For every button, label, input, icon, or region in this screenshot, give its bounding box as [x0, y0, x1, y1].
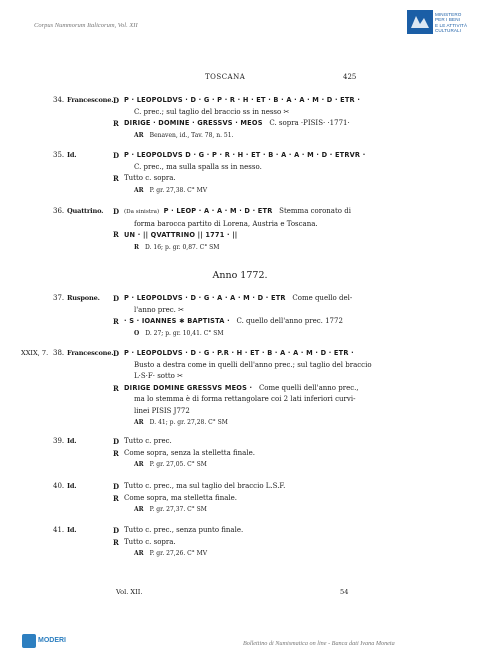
obverse-marker: D: [113, 151, 120, 160]
reverse-legend: UN · || QVATTRINO || 1771 · ||: [124, 231, 238, 239]
entry-meta: AR P. gr. 27,05. C° SM: [134, 461, 207, 468]
year-heading: Anno 1772.: [212, 270, 268, 281]
entry-number: 37.: [53, 294, 65, 302]
ministry-logo-icon: [407, 10, 433, 34]
denomination: Id.: [67, 526, 77, 534]
entry-meta: AR P. gr. 27,37. C° SM: [134, 506, 207, 513]
reverse-legend: · S · IOANNES ✱ BAPTISTA ·: [124, 317, 230, 325]
entry-body: [124, 95, 378, 141]
obverse-marker: D: [113, 437, 120, 446]
volume-footer: Vol. XII.: [116, 588, 143, 596]
running-title: TOSCANA: [205, 73, 246, 81]
denomination: Id.: [67, 151, 77, 159]
reverse-description: Come quelli dell'anno prec.,: [258, 383, 359, 392]
metal-mark: AR: [134, 186, 144, 194]
metal-mark: AR: [134, 506, 144, 513]
reverse-marker: R: [113, 119, 119, 128]
entry-meta: AR P. gr. 27,38. C° MV: [134, 186, 208, 194]
entry-number: 34.: [53, 96, 65, 104]
metal-mark: AR: [134, 461, 144, 468]
moderi-logo-icon: [22, 634, 36, 648]
entry-number: 39.: [53, 437, 65, 445]
obverse-description: C. prec.; sul taglio del braccio ss in nesso ✂: [134, 107, 290, 116]
metal-mark: R: [134, 243, 139, 251]
reverse-description: Tutto c. sopra.: [124, 174, 176, 182]
entry-number: 40.: [53, 482, 65, 490]
entry-meta: O D. 27; p. gr. 10,41. C° SM: [134, 329, 224, 337]
plate-reference: XXIX, 7.: [21, 349, 49, 357]
denomination: Francescone.: [67, 96, 114, 104]
reverse-marker: R: [113, 448, 119, 458]
entry-meta: AR D. 41; p. gr. 27,28. C° SM: [134, 419, 228, 426]
obverse-description: Tutto c. prec.: [124, 437, 172, 445]
obverse-description-cont: l'anno prec. ✂: [134, 305, 184, 314]
page-number: 425: [343, 73, 357, 81]
legend-direction: (Da sinistra): [124, 209, 160, 215]
obverse-description-cont: L·S·F· sotto ✂: [134, 372, 183, 380]
reverse-description: Tutto c. sopra.: [124, 537, 176, 546]
obverse-description-cont: forma barocca partito di Lorena, Austria e Toscana.: [134, 219, 318, 228]
reverse-description-cont: ma lo stemma è di forma rettangolare coi 2 lati inferiori curvi-: [134, 395, 356, 403]
obverse-marker: D: [113, 349, 120, 358]
entry-body: [124, 150, 378, 196]
reverse-legend: DIRIGE · DOMINE · GRESSVS · MEOS: [124, 119, 263, 127]
obverse-description: Busto a destra come in quelli dell'anno prec.; sul taglio del braccio: [134, 360, 372, 369]
obverse-marker: D: [113, 96, 120, 105]
bottom-credit: Bollettino di Numismatica on line - Banca dati Ivana Moneta: [243, 640, 395, 647]
reverse-marker: R: [113, 230, 119, 239]
signature-number: 54: [340, 588, 349, 596]
entry-number: 38.: [53, 349, 65, 357]
entry-meta: AR Benaven, id., Tav. 78, n. 51.: [134, 131, 234, 139]
obverse-marker: D: [113, 207, 120, 216]
metal-mark: O: [134, 329, 140, 337]
denomination: Id.: [67, 437, 77, 445]
obverse-description: Come quello del-: [292, 294, 353, 302]
reverse-description: Come sopra, senza la stelletta finale.: [124, 448, 255, 457]
reverse-description: Come sopra, ma stelletta finale.: [124, 493, 238, 502]
obverse-legend: P · LEOPOLDVS · D · G · P.R · H · ET · B · A · A · M · D · ETR ·: [124, 349, 354, 357]
reverse-description: C. sopra ·PISIS· ·1771·: [269, 119, 350, 127]
obverse-legend: P · LEOPOLDVS D · G · P · R · H · ET · B · A · A · M · D · ETRVR ·: [124, 151, 366, 159]
reverse-marker: R: [113, 383, 119, 393]
denomination: Quattrino.: [67, 207, 104, 215]
obverse-legend: P · LEOP · A · A · M · D · ETR: [163, 207, 273, 215]
entry-body: [124, 348, 378, 429]
entry-number: 35.: [53, 151, 65, 159]
entry-body: [124, 525, 378, 560]
ministry-logo-text: MINISTERO PER I BENI E LE ATTIVITÀ CULTURALI: [435, 12, 468, 34]
entry-body: [124, 206, 378, 253]
metal-mark: AR: [134, 419, 144, 426]
denomination: Ruspone.: [67, 294, 100, 302]
reverse-description: C. quello dell'anno prec. 1772: [236, 317, 343, 325]
obverse-marker: D: [113, 526, 120, 535]
obverse-description: Tutto c. prec., senza punto finale.: [124, 526, 244, 534]
reverse-marker: R: [113, 317, 119, 326]
reverse-legend: DIRIGE DOMINE GRESSVS MEOS ·: [124, 383, 253, 392]
obverse-description: Stemma coronato di: [279, 207, 351, 215]
entry-number: 41.: [53, 526, 65, 534]
denomination: Id.: [67, 482, 77, 490]
entry-body: [124, 481, 378, 516]
obverse-description: Tutto c. prec., ma sul taglio del braccio L.S.F.: [124, 482, 286, 490]
obverse-marker: D: [113, 482, 120, 491]
ministry-logo[interactable]: [407, 10, 467, 38]
entry-meta: R D. 16; p. gr. 0,87. C° SM: [134, 243, 220, 251]
moderi-logo[interactable]: [22, 634, 66, 648]
entry-body: [124, 436, 378, 471]
reverse-marker: R: [113, 537, 119, 547]
reverse-description-end: linei PISIS J772: [134, 406, 190, 415]
obverse-marker: D: [113, 294, 120, 303]
entry-number: 36.: [53, 207, 65, 215]
reverse-marker: R: [113, 174, 119, 183]
obverse-legend: P · LEOPOLDVS · D · G · A · A · M · D · ETR: [124, 294, 286, 302]
metal-mark: AR: [134, 550, 144, 557]
denomination: Francescone.: [67, 349, 114, 357]
moderi-logo-text: MODERI: [38, 637, 66, 644]
entry-body: [124, 293, 378, 339]
obverse-legend: P · LEOPOLDVS · D · G · P · R · H · ET · B · A · A · M · D · ETR ·: [124, 96, 361, 104]
entry-meta: AR P. gr. 27,26. C° MV: [134, 550, 208, 557]
obverse-description: C. prec., ma sulla spalla ss in nesso.: [134, 162, 262, 171]
source-header: Corpus Nummorum Italicorum, Vol. XII: [34, 22, 138, 29]
metal-mark: AR: [134, 131, 144, 139]
reverse-marker: R: [113, 493, 119, 503]
